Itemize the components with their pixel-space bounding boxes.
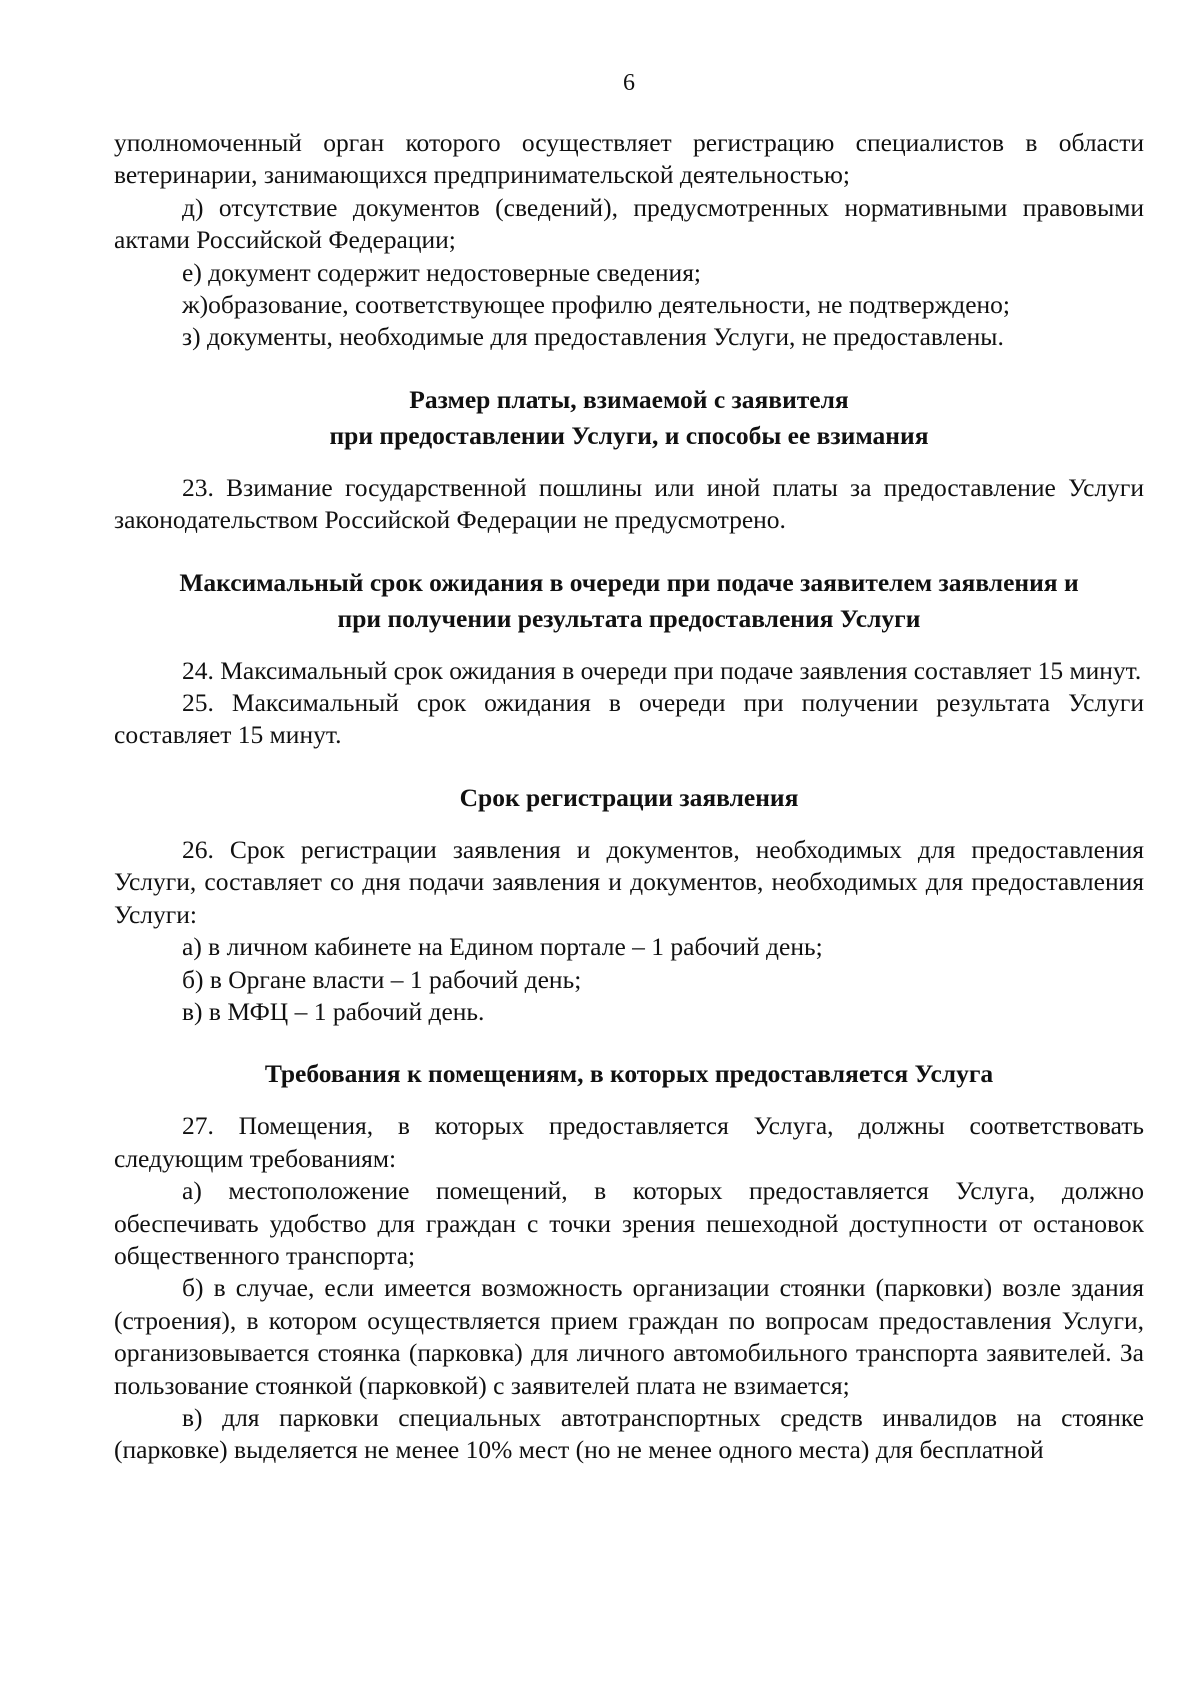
paragraph: 25. Максимальный срок ожидания в очереди при получении результата Услуги составляет 15 минут. [114,688,1144,750]
paragraph: з) документы, необходимые для предоставления Услуги, не предоставлены. [182,322,1004,352]
page-number: 6 [623,70,635,96]
paragraph: 24. Максимальный срок ожидания в очереди при подаче заявления составляет 15 минут. [182,655,1142,685]
paragraph: а) местоположение помещений, в которых предоставляется Услуга, должно обеспечивать удобство для граждан с точки зрения пешеходной доступности от остановок общественного транспорта; [114,1176,1144,1270]
section-heading [114,382,1144,454]
section-heading-line: Размер платы, взимаемой с заявителя [409,384,849,414]
paragraph: 23. Взимание государственной пошлины или иной платы за предоставление Услуги законодательством Российской Федерации не предусмотрено. [114,472,1144,535]
paragraph: д) отсутствие документов (сведений), предусмотренных нормативными правовыми актами Российской Федерации; [114,192,1144,255]
section-heading-line: Срок регистрации заявления [459,782,799,812]
paragraph: а) в личном кабинете на Едином портале – 1 рабочий день; [182,932,823,962]
paragraph: в) в МФЦ – 1 рабочий день. [182,996,485,1026]
paragraph: б) в случае, если имеется возможность организации стоянки (парковки) возле здания (строения), в котором осуществляется прием граждан по вопросам предоставления Услуги, организовывается стоянка (парковка) для личного автомобильного транспорта заявителей. За пользование стоянкой (парковкой) с заявителей плата не взимается; [114,1273,1144,1400]
section-heading [114,1056,1144,1092]
paragraph: уполномоченный орган которого осуществляет регистрацию специалистов в области ветеринарии, занимающихся предпринимательской деятельностью; [114,128,1144,190]
paragraph: 26. Срок регистрации заявления и документов, необходимых для предоставления Услуги, составляет со дня подачи заявления и документов, необходимых для предоставления Услуги: [114,834,1144,929]
section-heading [114,780,1144,816]
section-heading [114,565,1144,637]
paragraph: е) документ содержит недостоверные сведения; [182,257,702,287]
paragraph: в) для парковки специальных автотранспортных средств инвалидов на стоянке (парковке) выделяется не менее 10% мест (но не менее одного места) для бесплатной [114,1402,1144,1465]
document-body [114,127,1144,1467]
section-heading-line: при предоставлении Услуги, и способы ее взимания [329,420,929,450]
section-heading-line: Максимальный срок ожидания в очереди при подаче заявителем заявления и [179,567,1079,597]
paragraph: б) в Органе власти – 1 рабочий день; [182,964,582,994]
paragraph: ж)образование, соответствующее профилю деятельности, не подтверждено; [182,290,1010,320]
section-heading-line: Требования к помещениям, в которых предоставляется Услуга [264,1059,994,1089]
paragraph: 27. Помещения, в которых предоставляется Услуга, должны соответствовать следующим требованиям: [114,1111,1144,1173]
section-heading-line: при получении результата предоставления Услуги [337,603,921,633]
